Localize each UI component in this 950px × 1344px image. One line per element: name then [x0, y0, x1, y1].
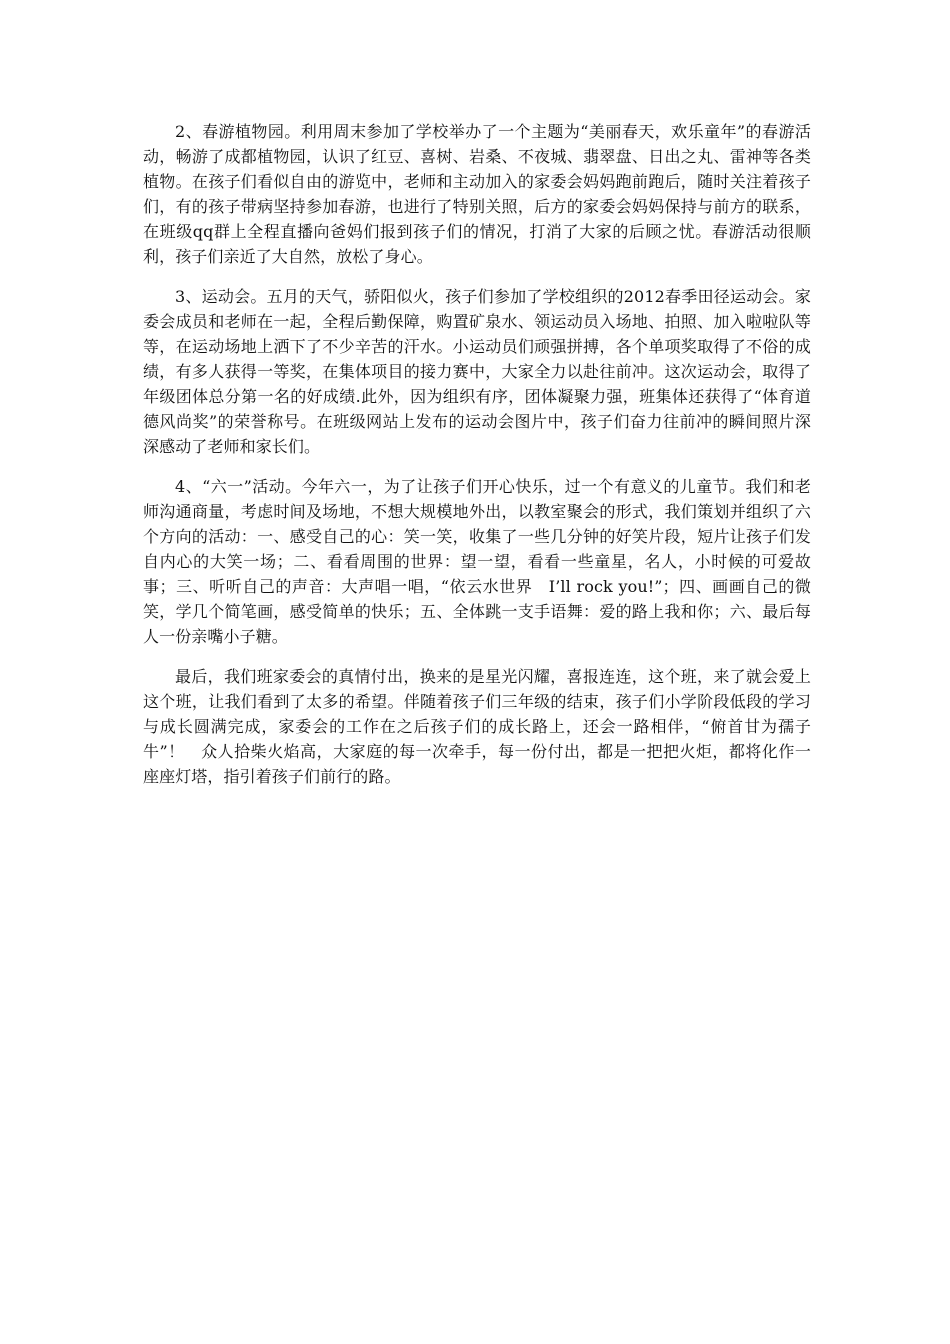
paragraph-conclusion: 最后，我们班家委会的真情付出，换来的是星光闪耀，喜报连连，这个班，来了就会爱上这个班，让我们看到了太多的希望。伴随着孩子们三年级的结束，孩子们小学阶段低段的学习与成长圆满完成，家委会的工作在之后孩子们的成长路上，还会一路相伴，“俯首甘为孺子牛”！ 众人拾柴火焰高，大家庭的每一次牵手，每一份付出，都是一把把火炬，都将化作一座座灯塔，指引着孩子们前行的路。 — [143, 667, 811, 786]
document-body — [143, 119, 811, 804]
paragraph-sports-meet: 3、运动会。五月的天气，骄阳似火，孩子们参加了学校组织的2012春季田径运动会。家委会成员和老师在一起，全程后勤保障，购置矿泉水、领运动员入场地、拍照、加入啦啦队等等，在运动场地上洒下了不少辛苦的汗水。小运动员们顽强拼搏，各个单项奖取得了不俗的成绩，有多人获得一等奖，在集体项目的接力赛中，大家全力以赴往前冲。这次运动会，取得了年级团体总分第一名的好成绩.此外，因为组织有序，团体凝聚力强，班集体还获得了“体育道德风尚奖”的荣誉称号。在班级网站上发布的运动会图片中，孩子们奋力往前冲的瞬间照片深深感动了老师和家长们。 — [143, 287, 811, 456]
paragraph-spring-outing: 2、春游植物园。利用周末参加了学校举办了一个主题为“美丽春天，欢乐童年”的春游活动，畅游了成都植物园，认识了红豆、喜树、岩桑、不夜城、翡翠盘、日出之丸、雷神等各类植物。在孩子们看似自由的游览中，老师和主动加入的家委会妈妈跑前跑后，随时关注着孩子们，有的孩子带病坚持参加春游，也进行了特别关照，后方的家委会妈妈保持与前方的联系，在班级qq群上全程直播向爸妈们报到孩子们的情况，打消了大家的后顾之忧。春游活动很顺利，孩子们亲近了大自然，放松了身心。 — [143, 122, 811, 266]
paragraph-childrens-day: 4、“六一”活动。今年六一，为了让孩子们开心快乐，过一个有意义的儿童节。我们和老师沟通商量，考虑时间及场地，不想大规模地外出，以教室聚会的形式，我们策划并组织了六个方向的活动：一、感受自己的心：笑一笑，收集了一些几分钟的好笑片段，短片让孩子们发自内心的大笑一场；二、看看周围的世界：望一望，看看一些童星，名人，小时候的可爱故事；三、听听自己的声音：大声唱一唱，“依云水世界 I’ll rock you!”；四、画画自己的微笑，学几个简笔画，感受简单的快乐；五、全体跳一支手语舞：爱的路上我和你；六、最后每人一份亲嘴小子糖。 — [143, 477, 811, 646]
